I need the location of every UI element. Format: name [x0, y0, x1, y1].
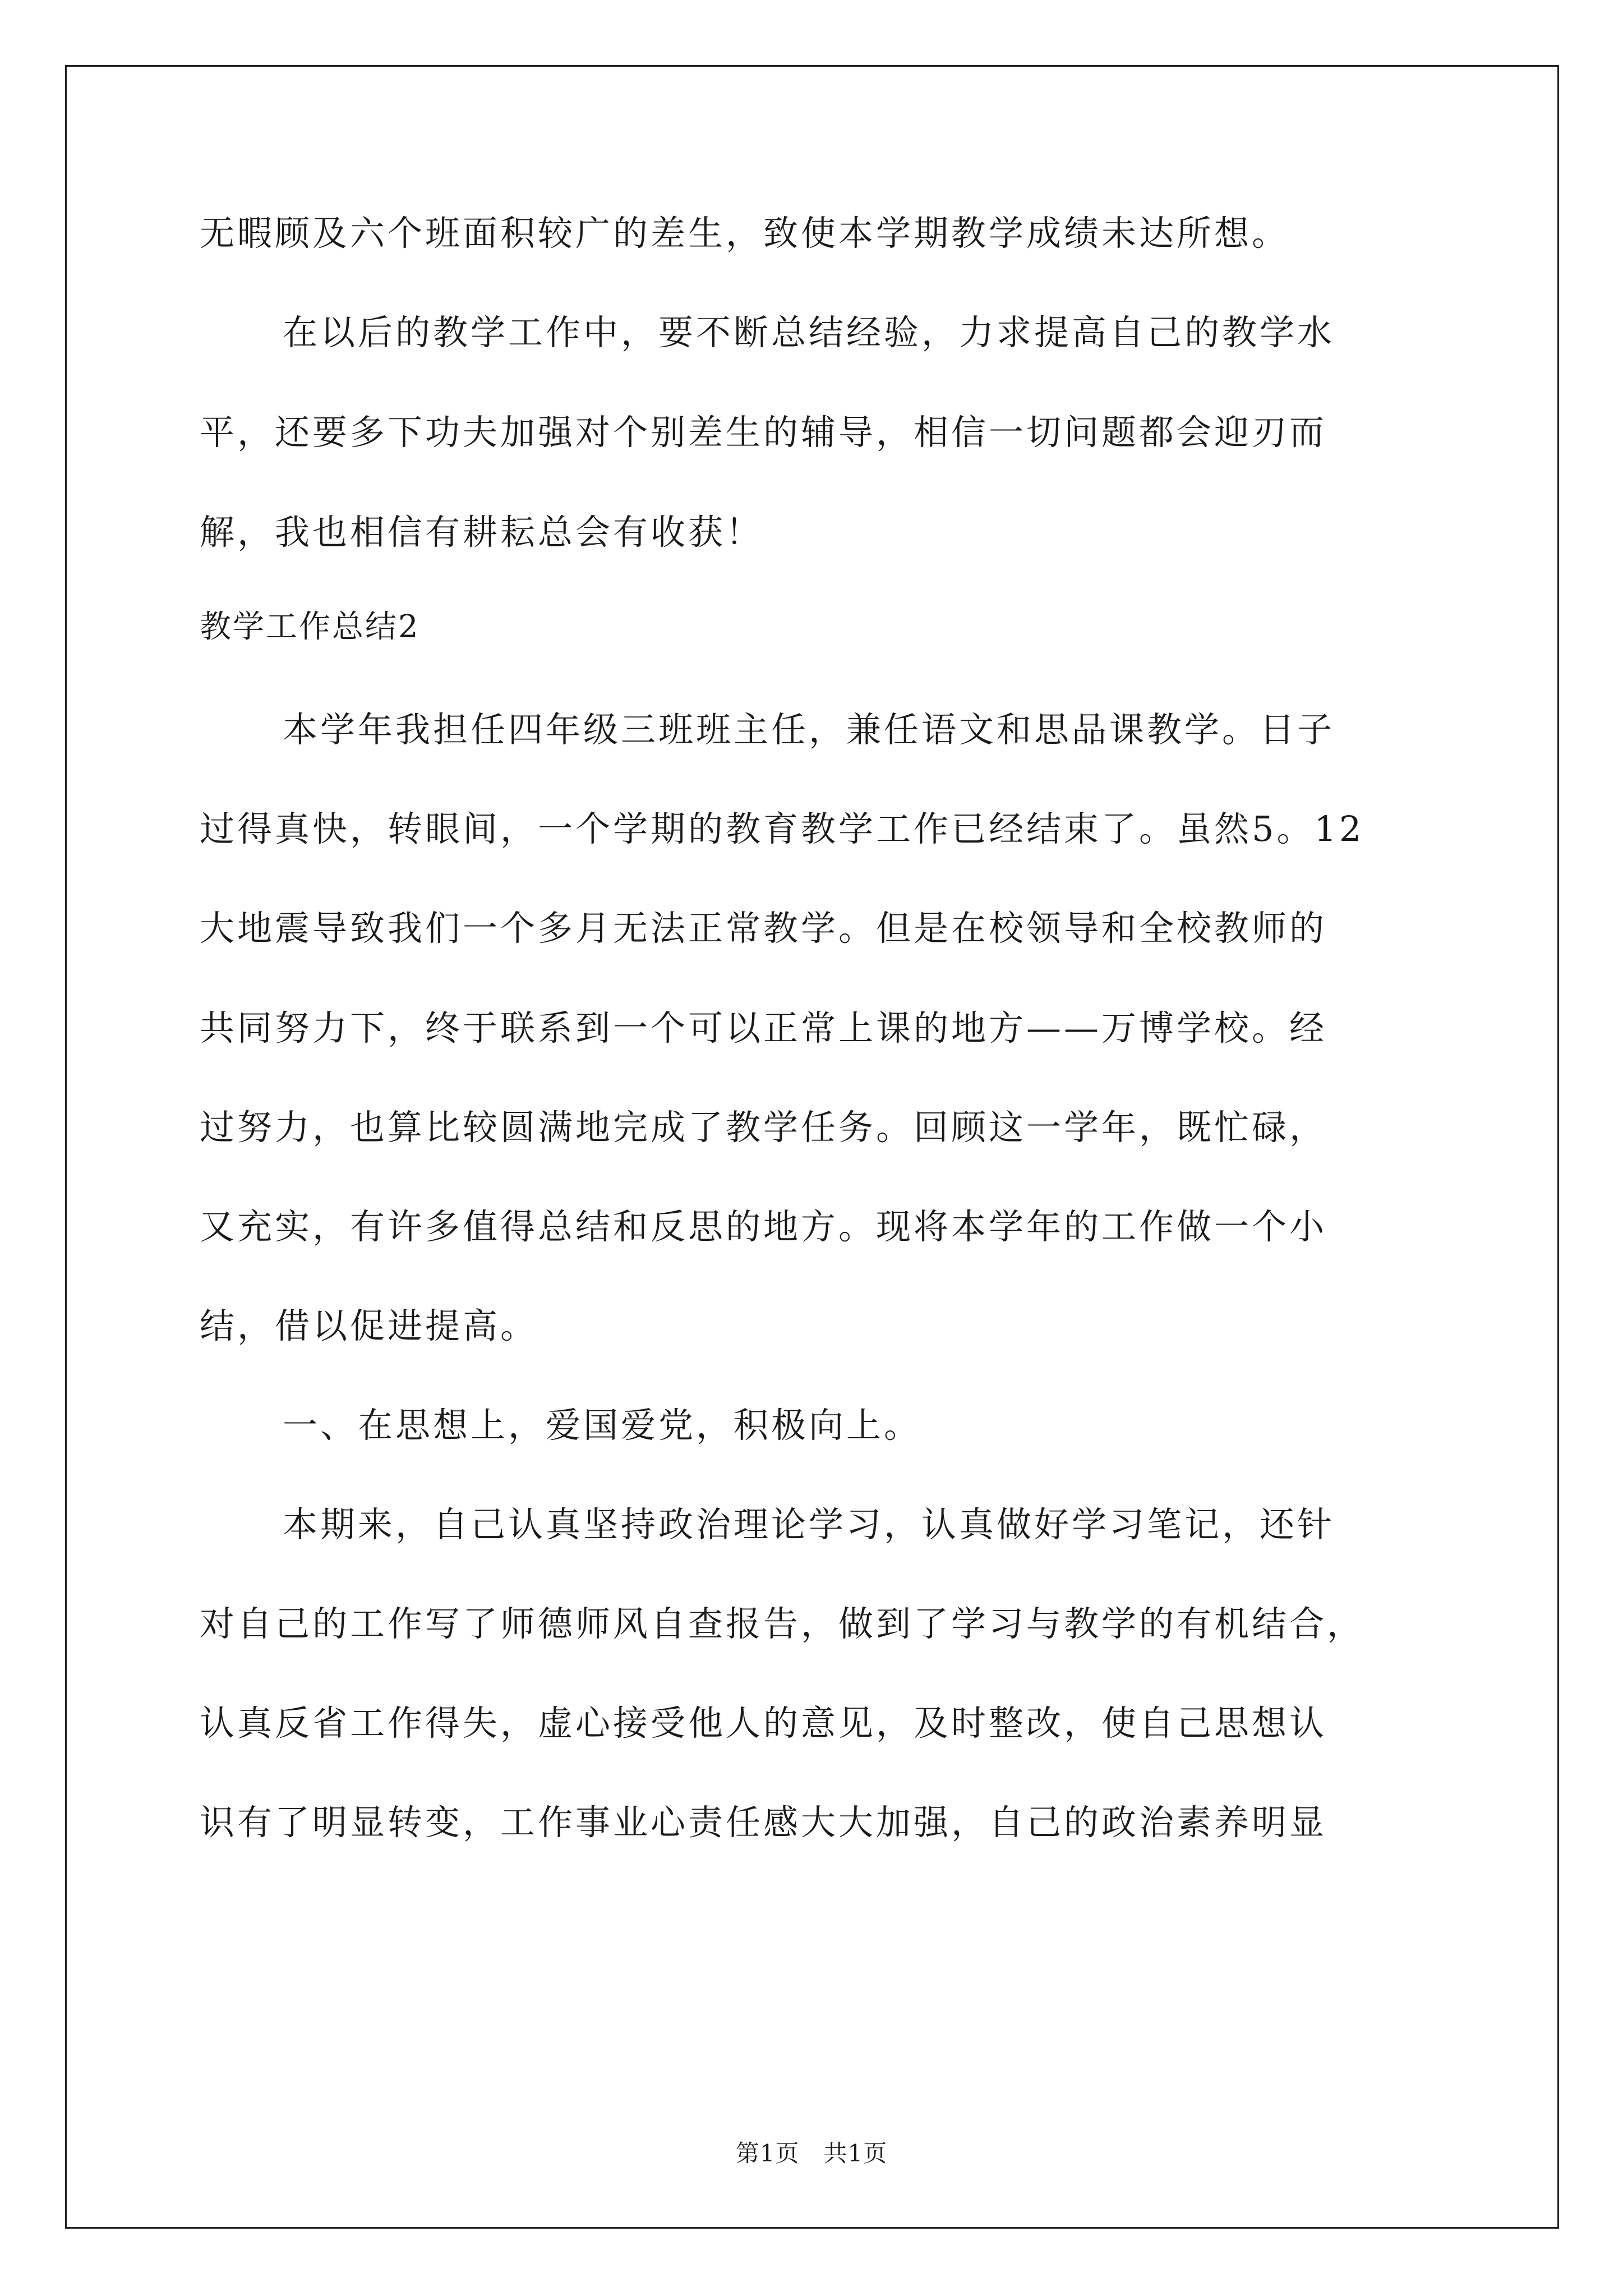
paragraph-line: 对自己的工作写了师德师风自查报告，做到了学习与教学的有机结合， [200, 1603, 1365, 1644]
paragraph-line: 又充实，有许多值得总结和反思的地方。现将本学年的工作做一个小 [200, 1206, 1327, 1247]
paragraph-line: 本学年我担任四年级三班班主任，兼任语文和思品课教学。日子 [283, 709, 1335, 750]
paragraph-line: 过努力，也算比较圆满地完成了教学任务。回顾这一学年，既忙碌， [200, 1107, 1327, 1148]
paragraph-line: 识有了明显转变，工作事业心责任感大大加强，自己的政治素养明显 [200, 1802, 1327, 1843]
paragraph-line: 结，借以促进提高。 [200, 1305, 538, 1346]
paragraph-line: 共同努力下，终于联系到一个可以正常上课的地方——万博学校。经 [200, 1007, 1327, 1048]
paragraph-line: 一、在思想上，爱国爱党，积极向上。 [283, 1405, 922, 1446]
paragraph-line: 解，我也相信有耕耘总会有收获！ [200, 512, 764, 553]
paragraph-line: 本期来，自己认真坚持政治理论学习，认真做好学习笔记，还针 [283, 1504, 1335, 1545]
paragraph-line: 在以后的教学工作中，要不断总结经验，力求提高自己的教学水 [283, 312, 1335, 353]
paragraph-line: 大地震导致我们一个多月无法正常教学。但是在校领导和全校教师的 [200, 908, 1327, 949]
section-heading: 教学工作总结2 [200, 609, 420, 645]
page-footer: 第1页 共1页 [735, 2139, 888, 2167]
paragraph-line: 认真反省工作得失，虚心接受他人的意见，及时整改，使自己思想认 [200, 1703, 1327, 1743]
paragraph-line: 无暇顾及六个班面积较广的差生，致使本学期教学成绩未达所想。 [200, 213, 1290, 254]
paragraph-line: 过得真快，转眼间，一个学期的教育教学工作已经结束了。虽然5。12 [200, 808, 1364, 849]
paragraph-line: 平，还要多下功夫加强对个别差生的辅导，相信一切问题都会迎刃而 [200, 412, 1327, 453]
